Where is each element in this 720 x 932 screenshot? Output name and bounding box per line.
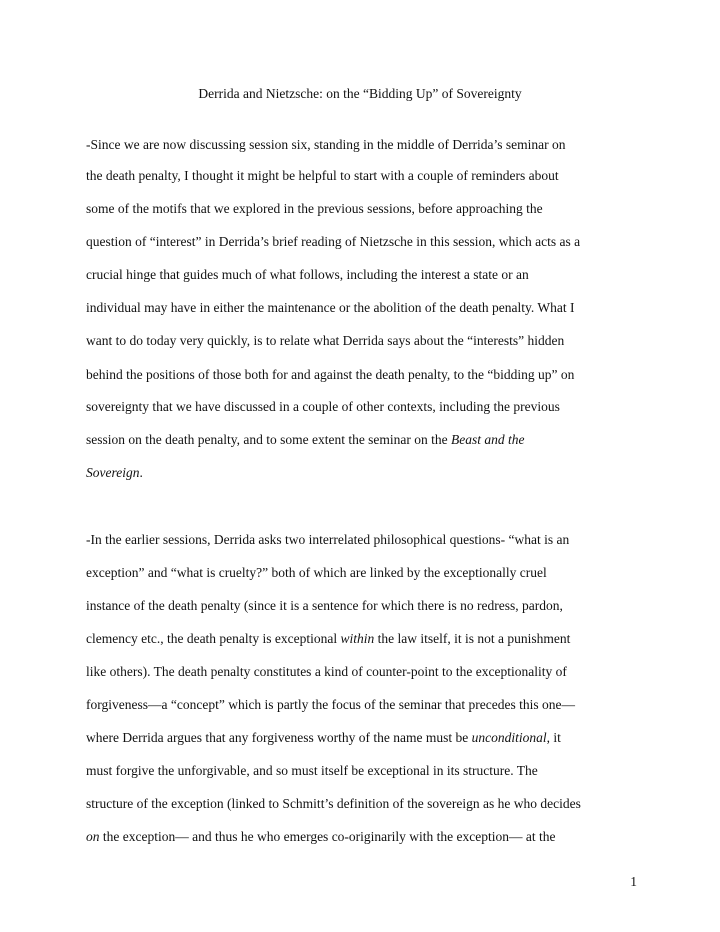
text-line: exception” and “what is cruelty?” both of which are linked by the exceptionally cruel (86, 565, 547, 580)
text-line (86, 463, 143, 483)
italic-title-run: Beast and the (451, 432, 525, 447)
text-run: , it (546, 730, 561, 745)
text-line: question of “interest” in Derrida’s brief reading of Nietzsche in this session, which acts as a (86, 234, 581, 249)
text-line: structure of the exception (linked to Schmitt’s definition of the sovereign as he who decides (86, 796, 581, 811)
page-number: 1 (630, 874, 637, 889)
text-run: session on the death penalty, and to some extent the seminar on the (86, 432, 452, 447)
text-line: -In the earlier sessions, Derrida asks two interrelated philosophical questions- “what is an (86, 532, 570, 547)
document-title: Derrida and Nietzsche: on the “Bidding Up” of Sovereignty (198, 86, 522, 101)
italic-run: within (340, 631, 375, 646)
text-line (86, 629, 570, 649)
text-run: the law itself, it is not a punishment (374, 631, 571, 646)
text-line (86, 728, 561, 748)
text-line: individual may have in either the maintenance or the abolition of the death penalty. What I (86, 300, 575, 315)
italic-run: on (86, 829, 100, 844)
italic-run: unconditional (471, 730, 547, 745)
text-line: must forgive the unforgivable, and so must itself be exceptional in its structure. The (86, 763, 538, 778)
text-line (86, 827, 556, 847)
text-line: forgiveness—a “concept” which is partly the focus of the seminar that precedes this one— (86, 697, 575, 712)
text-run: the exception— and thus he who emerges co-originarily with the exception— at the (99, 829, 556, 844)
text-run: clemency etc., the death penalty is exceptional (86, 631, 341, 646)
text-line: want to do today very quickly, is to relate what Derrida says about the “interests” hidden (86, 333, 565, 348)
text-line: sovereignty that we have discussed in a couple of other contexts, including the previous (86, 399, 560, 414)
text-run: . (139, 465, 143, 480)
text-run: where Derrida argues that any forgiveness worthy of the name must be (86, 730, 472, 745)
text-line: like others). The death penalty constitutes a kind of counter-point to the exceptionality of (86, 664, 567, 679)
text-line: behind the positions of those both for and against the death penalty, to the “bidding up” on (86, 367, 575, 382)
text-line: -Since we are now discussing session six, standing in the middle of Derrida’s seminar on (86, 137, 566, 152)
italic-title-run: Sovereign (86, 465, 140, 480)
text-line: some of the motifs that we explored in the previous sessions, before approaching the (86, 201, 543, 216)
text-line: the death penalty, I thought it might be helpful to start with a couple of reminders about (86, 168, 559, 183)
text-line (86, 430, 525, 450)
text-line: crucial hinge that guides much of what follows, including the interest a state or an (86, 267, 529, 282)
text-line: instance of the death penalty (since it is a sentence for which there is no redress, pardon, (86, 598, 563, 613)
